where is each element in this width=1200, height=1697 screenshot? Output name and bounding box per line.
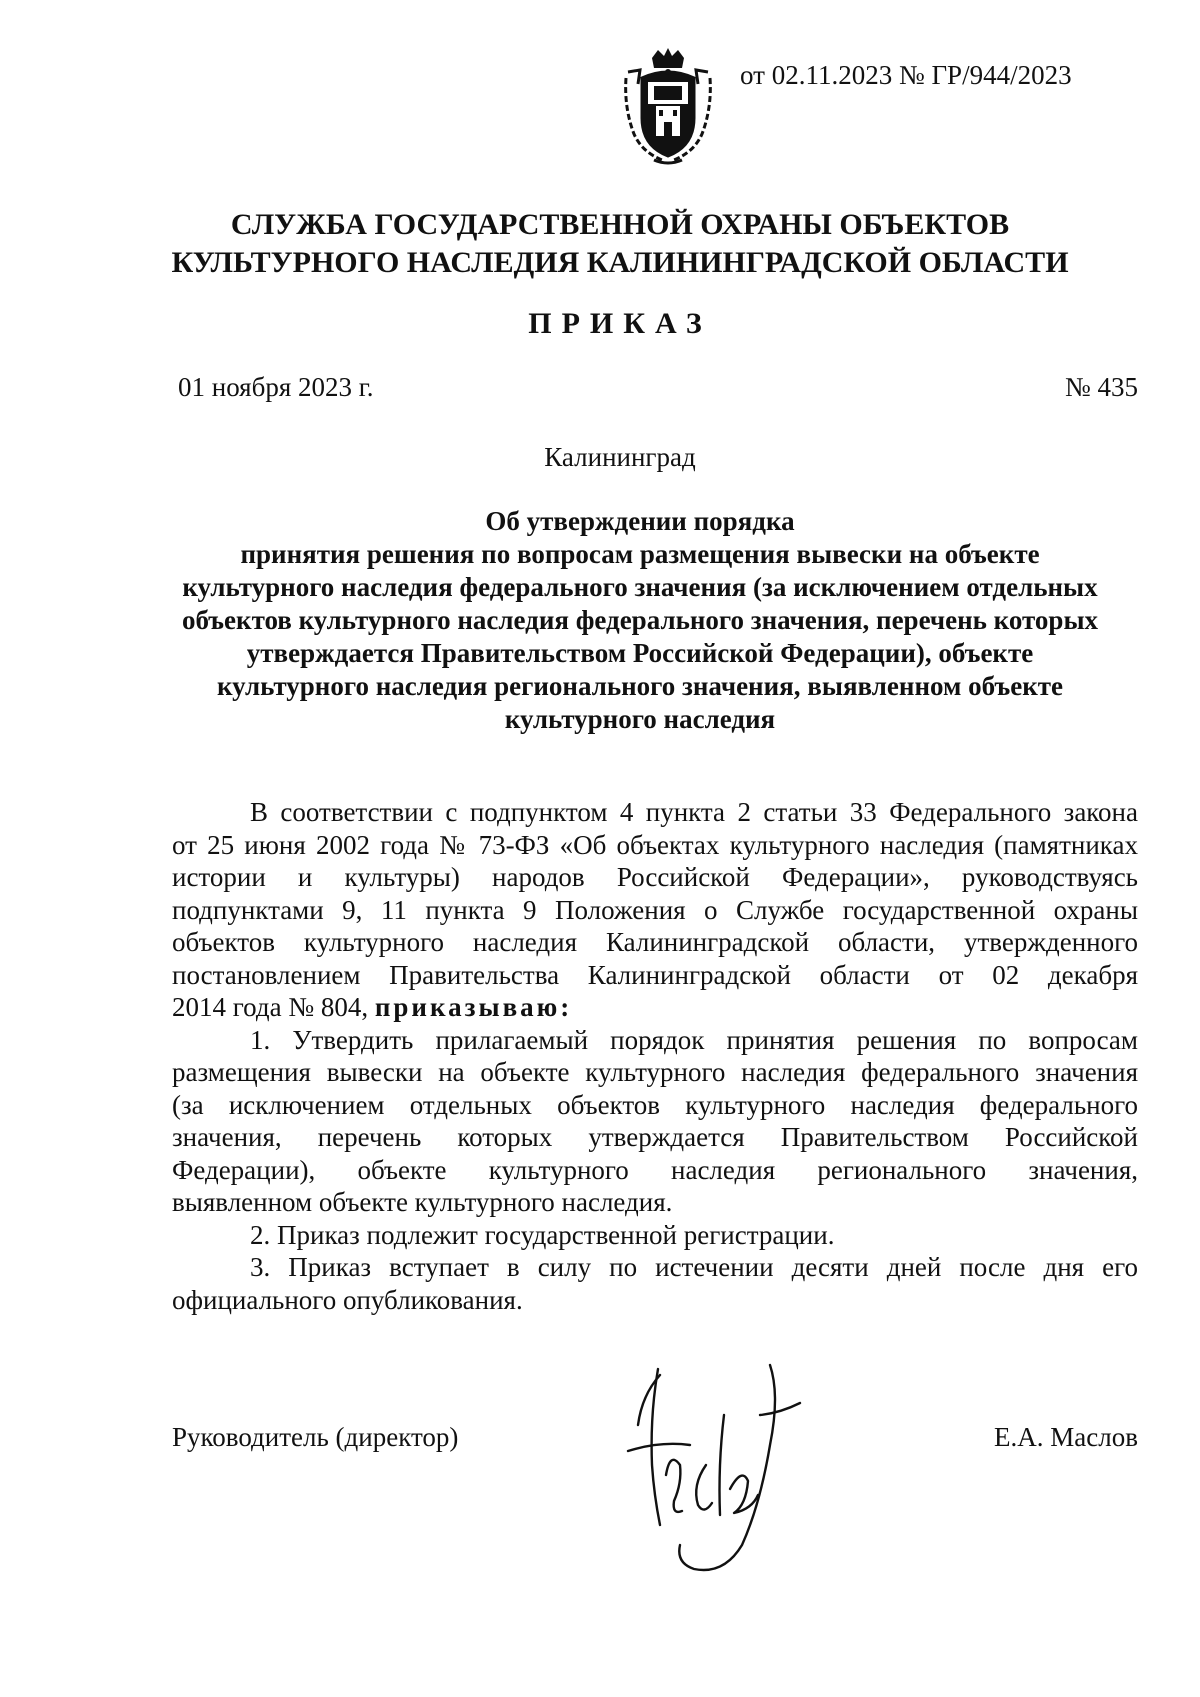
document-type: ПРИКАЗ [528, 307, 712, 340]
body-line: постановлением Правительства Калининградской области от 02 декабря [172, 959, 1138, 990]
order-item-1 [172, 1024, 1138, 1219]
document-date: 01 ноября 2023 г. [178, 372, 374, 402]
title-line: культурного наследия [504, 704, 776, 734]
body-line: Федерации), объекте культурного наследия регионального значения, [172, 1154, 1138, 1185]
body-line: от 25 июня 2002 года № 73-ФЗ «Об объектах культурного наследия (памятниках [172, 829, 1138, 860]
body-line-text: 2014 года № 804, [172, 992, 375, 1022]
body-line: размещения вывески на объекте культурного наследия федерального значения [172, 1057, 1138, 1087]
signatory-name: Е.А. Маслов [994, 1422, 1138, 1452]
body-line [172, 991, 1138, 1024]
body-line: 3. Приказ вступает в силу по истечении десяти дней после дня его [250, 1252, 1138, 1282]
document-city: Калининград [544, 442, 696, 472]
body-line: выявленном объекте культурного наследия. [172, 1187, 673, 1217]
signatory-role: Руководитель (директор) [172, 1422, 459, 1452]
title-line: культурного наследия регионального значения, выявленном объекте [216, 671, 1064, 701]
document-number: № 435 [1064, 372, 1138, 402]
order-item-2 [172, 1219, 1138, 1252]
body-line: (за исключением отдельных объектов культурного наследия федерального [172, 1089, 1138, 1120]
document-title [140, 505, 1140, 736]
agency-name [100, 206, 1140, 282]
body-line: истории и культуры) народов Российской Федерации», руководствуясь [172, 862, 1138, 892]
body-line: значения, перечень которых утверждается Правительством Российской [172, 1122, 1138, 1152]
preamble-paragraph [172, 796, 1138, 1024]
agency-name-line: КУЛЬТУРНОГО НАСЛЕДИЯ КАЛИНИНГРАДСКОЙ ОБЛАСТИ [171, 246, 1069, 279]
agency-name-line: СЛУЖБА ГОСУДАРСТВЕННОЙ ОХРАНЫ ОБЪЕКТОВ [230, 208, 1010, 241]
body-line: подпунктами 9, 11 пункта 9 Положения о Службе государственной охраны [172, 894, 1138, 925]
title-line: культурного наследия федерального значения (за исключением отдельных [182, 572, 1098, 602]
document-body [172, 796, 1138, 1316]
registration-number: от 02.11.2023 № ГР/944/2023 [740, 60, 1072, 90]
order-item-3 [172, 1251, 1138, 1316]
signature-image [620, 1355, 810, 1580]
orders-word: приказываю: [374, 992, 573, 1022]
title-line: объектов культурного наследия федерального значения, перечень которых [181, 605, 1099, 635]
coat-of-arms-icon [618, 48, 718, 166]
title-line: утверждается Правительством Российской Федерации), объекте [246, 638, 1034, 668]
title-line: Об утверждении порядка [485, 506, 795, 536]
body-line: 2. Приказ подлежит государственной регистрации. [250, 1219, 835, 1250]
date-number-line [178, 368, 1138, 406]
body-line: В соответствии с подпунктом 4 пункта 2 статьи 33 Федерального закона [250, 797, 1138, 827]
body-line: объектов культурного наследия Калининградской области, утвержденного [172, 927, 1138, 957]
body-line: официального опубликования. [172, 1284, 523, 1315]
title-line: принятия решения по вопросам размещения вывески на объекте [240, 539, 1040, 569]
body-line: 1. Утвердить прилагаемый порядок принятия решения по вопросам [250, 1024, 1138, 1055]
